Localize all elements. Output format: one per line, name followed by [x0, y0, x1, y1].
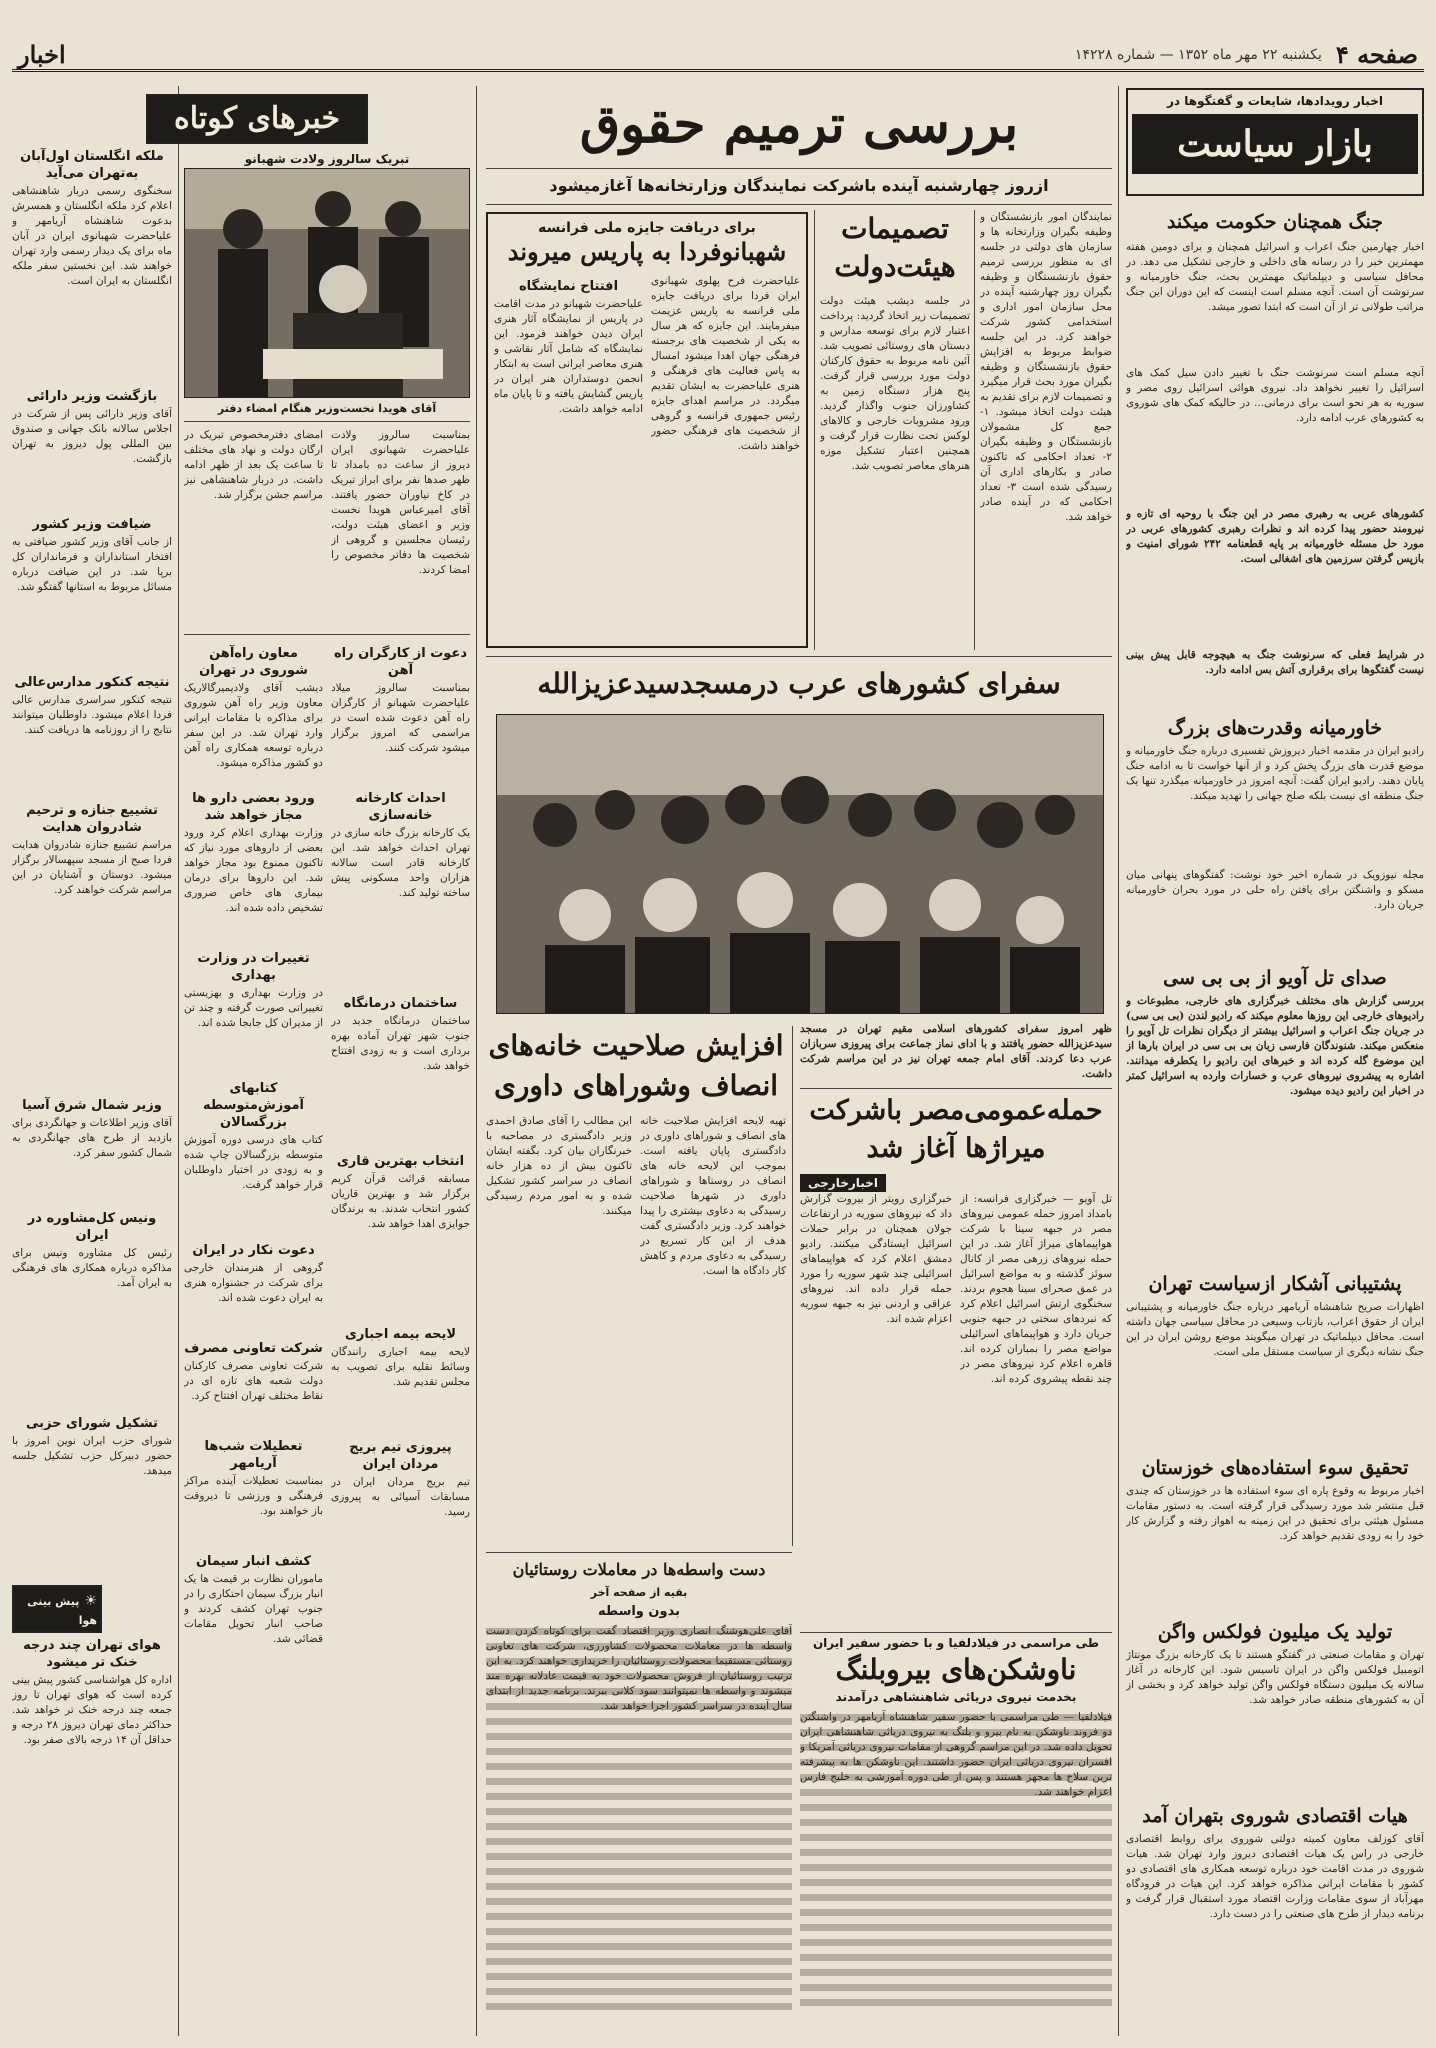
- rule: [486, 656, 1112, 657]
- story-columns: [800, 1192, 1112, 1582]
- brief-body: از جانب آقای وزیر کشور ضیافتی به افتخار استانداران و فرمانداران کل برپا شد. در این ضیافت درباره مسائل مربوط به استانها گفتگو شد.: [12, 536, 172, 593]
- short-news-banner: [146, 94, 368, 144]
- rule: [486, 168, 1112, 169]
- brief-body: مراسم تشییع جنازه شادروان هدایت فردا صبح از مسجد سپهسالار برگزار میشود. دوستان و آشنایان در این مراسم شرکت خواهند کرد.: [12, 839, 172, 896]
- brief-body: ماموران نظارت بر قیمت ها یک انبار بزرگ سیمان احتکاری را در جنوب تهران کشف کردند و صاحب انبار تحویل مقامات قضائی شد.: [184, 1573, 323, 1645]
- brief-title: هوای تهران چند درجه خنک تر میشود: [23, 1638, 161, 1670]
- column-rule: [178, 86, 179, 2036]
- story-body: علیاحضرت شهبانو در مدت اقامت در پاریس از نمایشگاه آثار هنری ایران دیدن خواهند فرمود. این نمایشگاه که شامل آثار نقاشی و هنری معاصر ایرانی است به ابتکار انجمن دوستداران هنر ایران در پاریس گشایش یافته و تا پایان ماه ادامه خواهد داشت.: [494, 298, 643, 415]
- story-title: ناوشکن‌های بیرو‌بلنگ: [835, 1653, 1077, 1686]
- brief-body: وزارت بهداری اعلام کرد ورود بعضی از داروهای مورد نیاز که تاکنون ممنوع بود مجاز خواهد شد. این داروها برای درمان بیماری های خاص ضروری تشخیص داده شده اند.: [184, 827, 323, 914]
- story-title: دست واسطه‌ها در معاملات روستائیان: [512, 1560, 766, 1579]
- brief-body: گروهی از هنرمندان خارجی برای شرکت در جشنواره هنری به ایران دعوت شده اند.: [184, 1262, 323, 1304]
- crowd-image: [496, 715, 1103, 1014]
- story-column: [494, 274, 643, 614]
- pension-story: [980, 210, 1112, 650]
- brief-title: ملکه انگلستان اول‌آبان به‌تهران می‌آید: [20, 149, 164, 181]
- rule: [184, 421, 470, 422]
- story-title: تحقیق سوء استفاده‌های خوزستان: [1141, 1457, 1409, 1479]
- story-body: اخبار مربوط به وقوع پاره ای سوء استفاده ها در خوزستان که چندی قبل منتشر شد مورد رسیدگی قرار گرفته است. به دستور مقامات مسئول هیئتی برای تحقیق در این زمینه به اهواز رفته و گزارش کار خود را به زودی تقدیم خواهد کرد.: [1126, 1485, 1424, 1542]
- story-body: بمناسبت سالروز ولادت علیاحضرت شهبانوی ایران دیروز از ساعت ده بامداد تا ظهر صدها نفر برای ابراز تبریک در کاخ نیاوران حضور یافتند. آقای امیرعباس هویدا نخست وزیر و اعضای هیئت دولت، رئیسان مجلسین و گروهی از شخصیت ها دفاتر مخصوص را امضا کردند.: [331, 429, 470, 576]
- story-title: تصمیمات هیئت‌دولت: [834, 212, 956, 283]
- brief-title: کشف انبار سیمان: [195, 1554, 312, 1569]
- brief-title: تعطیلات شب‌ها آریامهر: [204, 1439, 303, 1471]
- story-body: تهران و مقامات صنعتی در گفتگو هستند تا یک کارخانه بزرگ مونتاژ اتومبیل فولکس واگن در ایران تاسیس شود. این کارخانه در آغاز سالانه یک میلیون دستگاه فولکس واگن تولید خواهد کرد و بخشی از آن به کشورهای منطقه صادر خواهد شد.: [1126, 1649, 1424, 1706]
- story-body: خبرگزاری رویتر از بیروت گزارش داد که نیروهای سوریه در ارتفاعات جولان همچنان در برابر حملات اسرائیل ایستادگی میکنند. رادیو دمشق اعلام کرد که هواپیماهای اسرائیلی چند شهر سوریه را مورد حمله قرار داده اند. نیروهای عراقی و اردنی نیز به جبهه سوریه اعزام شده اند.: [800, 1193, 952, 1325]
- anniversary-story: [184, 428, 470, 628]
- story-kicker: بقیه از صفحه آخر: [590, 1586, 688, 1599]
- rule: [486, 1552, 792, 1553]
- column-rule: [476, 86, 477, 2036]
- brief-title: انتخاب بهترین قاری: [336, 1154, 465, 1169]
- brief-body: اداره کل هواشناسی کشور پیش بینی کرده است که هوای تهران تا روز جمعه چند درجه خنک تر خواهد شد. حداکثر دمای تهران دیروز ۲۸ درجه و حداقل آن ۱۴ درجه بالای صفر بود.: [12, 1674, 172, 1746]
- cabinet-story: [820, 210, 970, 650]
- story-body: بررسی گزارش های مختلف خبرگزاری های خارجی، مطبوعات و رادیوهای خارجی این روزها معلوم میکند که رادیو لندن (بی بی سی) در جریان جنگ اعراب و اسرائیل بیشتر از دیگران نظرات تل آویو را منعکس میکند. شنوندگان فارسی زبان بی بی سی در ایران بارها از این موضوع گله کرده اند و خبرهای این رادیو را یکطرفه میدانند. اشاره به پیشروی نیروهای عرب و خسارات وارده به اسرائیل کمتر در اخبار این رادیو دیده میشود.: [1126, 995, 1424, 1097]
- brief-title: ورود بعضی دارو ها مجاز خواهد شد: [192, 791, 315, 823]
- main-headline: بررسی ترمیم حقوق: [579, 94, 1019, 155]
- story-kicker: برای دریافت جایزه ملی فرانسه: [538, 220, 756, 236]
- brief-body: مسابقه قرائت قرآن کریم برگزار شد و بهترین قاریان کشور انتخاب شدند. به برندگان جوایزی اهدا خواهد شد.: [331, 1173, 470, 1230]
- brief-title: شرکت تعاونی مصرف: [184, 1341, 323, 1356]
- story-body: رادیو ایران در مقدمه اخبار دیروزش تفسیری درباره جنگ خاورمیانه و موضع قدرت های بزرگ پخش کرد و از آنها خواست تا به ادامه جنگ پایان دهند. رادیو ایران گفت: آنچه امروز در خاورمیانه میگذرد تنها یک جنگ منطقه ای نیست بلکه صلح جهانی را تهدید میکند.: [1126, 745, 1424, 802]
- story-title: پشتیبانی آشکار ازسیاست تهران: [1148, 1273, 1402, 1295]
- brief-grid: [184, 641, 470, 1677]
- brief-body: آقای وزیر دارائی پس از شرکت در اجلاس سالانه بانک جهانی و صندوق بین المللی پول دیروز به تهران بازگشت.: [12, 408, 172, 465]
- brief-body: تیم بریج مردان ایران در مسابقات آسیائی به پیروزی رسید.: [331, 1476, 470, 1518]
- ambassadors-caption-block: [800, 1022, 1112, 1084]
- story-body: فیلادلفیا — طی مراسمی با حضور سفیر شاهنشاه آریامهر در واشنگتن دو فروند ناوشکن به نام بیرو و بلنگ به نیروی دریائی شاهنشاهی ایران تحویل داده شد. در این مراسم گروهی از مقامات نیروی دریائی آمریکا و افسران نیروی دریائی ایران حضور داشتند. این ناوشکن ها به پیشرفته ترین سلاح ها مجهز هستند و پس از طی دوره آموزشی به خلیج فارس اعزام خواهند شد.: [800, 1710, 1112, 2010]
- column-a: [184, 88, 470, 2038]
- story-columns: [486, 1114, 786, 1514]
- brief-body: نتیجه کنکور سراسری مدارس عالی فردا اعلام میشود. داوطلبان میتوانند نتایج را از روزنامه ها دریافت کنند.: [12, 694, 172, 736]
- rule: [486, 204, 1112, 205]
- story-body: آنچه مسلم است سرنوشت جنگ با تغییر دادن سیل کمک های اسرائیل را تغییر نخواهد داد. نیروی هوائی اسرائیل روی مصر و سوریه به هر نحو است برای درمانی... در حالیکه کمک های شوروی به کشورهای عرب ادامه دارد.: [1126, 367, 1424, 424]
- page-number: صفحه ۴: [1335, 40, 1418, 69]
- egypt-story: [800, 1092, 1112, 1628]
- column-rule: [814, 210, 815, 650]
- brief-title: لایحه بیمه اجباری: [344, 1327, 457, 1342]
- masthead: [12, 40, 1424, 72]
- main-subhead: ازروز چهارشنبه آینده باشرکت نمایندگان وزارتخانه‌ها آغازمیشود: [549, 176, 1049, 195]
- rule: [800, 1088, 1112, 1089]
- story-body: امضای دفترمخصوص تبریک در ارگان دولت و نهاد های مختلف تا ساعت یک بعد از ظهر ادامه داشت. در دربار شاهنشاهی نیز مراسم جشن برگزار شد.: [184, 429, 323, 501]
- column-rule: [974, 210, 975, 650]
- brief-column: [184, 641, 323, 1677]
- story-body: اظهارات صریح شاهنشاه آریامهر درباره جنگ خاورمیانه و پشتیبانی ایران از حقوق اعراب، بازتاب وسیعی در محافل سیاسی جهان داشته است. محافل دیپلماتیک در تهران میگویند موضع روشن ایران در این جنگ نشانه دیگری از سیاست مستقل ملی است.: [1126, 1301, 1424, 1358]
- brief-title: وزیر شمال شرق آسیا: [22, 1098, 162, 1113]
- main-subhead-block: [486, 172, 1112, 202]
- ambassadors-photo: [496, 714, 1104, 1014]
- story-subtitle: بخدمت نیروی دریائی شاهنشاهی درآمدند: [835, 1690, 1077, 1704]
- weather-badge: [12, 1585, 102, 1633]
- story-subtitle: افتتاح نمایشگاه: [518, 279, 619, 294]
- brief-body: شورای حزب ایران نوین امروز با حضور دبیرکل حزب تشکیل جلسه میدهد.: [12, 1435, 172, 1477]
- hoveyda-photo: [184, 168, 470, 398]
- brief-body: لایحه بیمه اجباری رانندگان وسائط نقلیه برای تصویب به مجلس تقدیم شد.: [331, 1346, 470, 1388]
- date-issue: یکشنبه ۲۲ مهر ماه ۱۳۵۲ — شماره ۱۴۲۲۸: [1074, 46, 1322, 63]
- brief-body: سخنگوی رسمی دربار شاهنشاهی اعلام کرد ملکه انگلستان و همسرش بدعوت شاهنشاه آریامهر و علیاحضرت شهبانوی ایران در آبان ماه برای یک دیدار رسمی وارد تهران خواهند شد. این نخستین سفر ملکه انگلستان به ایران است.: [12, 185, 172, 287]
- brief-title: تشییع جنازه و ترحیم شادروان هدایت: [26, 803, 158, 835]
- rule: [184, 634, 470, 635]
- brief-title: ساختمان درمانگاه: [343, 996, 458, 1011]
- story-title: هیات اقتصادی شوروی بتهران آمد: [1142, 1805, 1408, 1827]
- photo-caption: ظهر امروز سفرای کشورهای اسلامی مقیم تهران در مسجد سیدعزیزالله حضور یافتند و با ادای نماز جماعت برای پیروزی سربازان عرب دعا کردند. آقای امام جمعه تهران نیز در این مراسم شرکت داشت.: [800, 1023, 1112, 1080]
- empress-story: [486, 212, 808, 648]
- main-headline-block: [486, 86, 1112, 166]
- column-rule: [792, 1026, 793, 1546]
- story-body: نمایندگان امور بازنشستگان و وظیفه بگیران وزارتخانه ها و سازمان های دولتی در جلسه ای به منظور بررسی ترمیم حقوق بازنشستگان و وظیفه بگیران روز چهارشنبه آینده در محل سازمان امور اداری و استخدامی کشور شرکت خواهند کرد. در این جلسه ضوابط مربوط به افزایش حقوق بازنشستگان و وظیفه بگیران مورد بحث قرار میگیرد و تصمیمات لازم برای تقدیم به هیئت دولت اتخاذ میشود. ۱- جمع کل مشمولان بازنشستگان و وظیفه بگیران ۲- تعداد احکامی که تاکنون صادر و بکارهای اداری آن رسیدگی شده است ۳- تعداد احکامی که در آینده صادر خواهد شد.: [980, 211, 1112, 523]
- brief-title: تغییرات در وزارت بهداری: [197, 951, 310, 983]
- ambassadors-headline-block: [486, 660, 1112, 710]
- story-title: حمله‌عمومی‌مصر باشرکت میراژها آغاز شد: [809, 1095, 1103, 1164]
- rule: [800, 1632, 1112, 1633]
- brief-title: پیروزی تیم بریج مردان ایران: [349, 1440, 452, 1472]
- story-body: کشورهای عربی به رهبری مصر در این جنگ با روحیه ای تازه و نیرومند حضور پیدا کرده اند و نظرات رهبری کشورهای عربی در مورد حل مسئله خاورمیانه بر پایه قطعنامه ۲۴۲ شورای امنیت و بازپس گرفتن سرزمین های اشغالی است.: [1126, 508, 1424, 565]
- brief-title: تشکیل شورای حزبی: [26, 1416, 158, 1431]
- brief-title: دعوت از کارگران راه آهن: [333, 646, 468, 678]
- story-title: شهبانوفردا به پاریس میروند: [507, 237, 787, 266]
- brief-body: کتاب های درسی دوره آموزش متوسطه بزرگسالان چاپ شده و به زودی در اختیار داوطلبان قرار خواهد گرفت.: [184, 1134, 323, 1191]
- brief-title: بازگشت وزیر دارائی: [26, 389, 158, 404]
- section-banner: [1126, 88, 1424, 196]
- brief-body: رئیس کل مشاوره ونیس برای مذاکره درباره همکاری های فرهنگی به ایران آمد.: [12, 1247, 172, 1289]
- paper-name: اخبار: [18, 40, 66, 69]
- brief-column: [331, 641, 470, 1677]
- photo-caption: آقای هویدا نخست‌وزیر هنگام امضاء دفتر: [217, 402, 437, 415]
- brief-title: معاون راه‌آهن شوروی در تهران: [199, 646, 308, 678]
- story-body: در جلسه دیشب هیئت دولت تصمیمات زیر اتخاذ گردید: پرداخت اعتبار لازم برای توسعه مدارس و دبستان های روستائی تصویب شد. آئین نامه مربوط به حقوق کارکنان دولت مورد بررسی قرار گرفت. پنج هزار دستگاه زمین به کشاورزان جنوب واگذار گردید. ورود مشروبات خارجی و کالاهای لوکس تحت نظارت قرار گرفت و همچنین اعتبار تشکیل موزه هنرهای معاصر تصویب شد.: [820, 295, 970, 472]
- photo-label: تبریک سالروز ولادت شهبانو: [244, 152, 410, 166]
- story-body: تهیه لایحه افزایش صلاحیت خانه های انصاف و شوراهای داوری در دادگستری پایان یافته است. بموجب این لایحه خانه های انصاف در روستاها و شوراهای داوری در شهرها صلاحیت رسیدگی به دعاوی بیشتری را پیدا خواهند کرد. وزیر دادگستری گفت هدف از این کار تسریع در رسیدگی به دعاوی مردم و کاهش کار دادگاه ها است.: [640, 1115, 786, 1277]
- village-story: [486, 1558, 792, 2036]
- story-body: اخبار چهارمین جنگ اعراب و اسرائیل همچنان و برای دومین هفته مهمترین خبر را در رسانه های داخلی و خارجی تشکیل می دهد. در محافل سیاسی و دیپلماتیک مهمترین بحث، جنگ خاورمیانه و سرنوشت آن است. آنچه مسلم است اینست که این دوران این جنگ مراتب طولانی تر از آن است که ابتدا تصور میشد.: [1126, 241, 1424, 313]
- story-title: سفرای کشورهای عرب درمسجدسیدعزیزالله: [537, 667, 1061, 700]
- brief-body: شرکت تعاونی مصرف کارکنان دولت شعبه های تازه ای در نقاط مختلف تهران افتتاح کرد.: [184, 1360, 323, 1402]
- story-body: آقای کوزلف معاون کمیته دولتی شوروی برای روابط اقتصادی خارجی در راس یک هیات اقتصادی دیروز وارد تهران شد. هیات شوروی در مدت اقامت خود درباره توسعه همکاری های اقتصادی دو کشور با مقامات ایرانی مذاکره خواهد کرد. این هیات در فرودگاه مهرآباد از سوی مقامات وزارت اقتصاد مورد استقبال قرار گرفت و برنامه دیدار از طرح های صنعتی را در دست دارد.: [1126, 1833, 1424, 1920]
- sun-icon: ☀: [84, 1593, 97, 1609]
- brief-body: بمناسبت تعطیلات آینده مراکز فرهنگی و ورزشی تا دیروقت باز خواهند بود.: [184, 1475, 323, 1517]
- short-news-column: [12, 148, 172, 2038]
- brief-body: آقای وزیر اطلاعات و جهانگردی برای بازدید از طرح های جهانگردی به شمال کشور سفر کرد.: [12, 1117, 172, 1159]
- brief-title: دعوت نکار در ایران: [192, 1243, 315, 1258]
- photo-label-block: [184, 148, 470, 172]
- courts-story: [486, 1026, 786, 1546]
- brief-body: ساختمان درمانگاه جدید در جنوب شهر تهران آماده بهره برداری است و به زودی افتتاح خواهد شد.: [331, 1015, 470, 1072]
- brief-title: نتیجه کنکور مدارس‌عالی: [14, 675, 170, 690]
- short-news-title: خبرهای کوتاه: [173, 101, 341, 136]
- brief-body: بمناسبت سالروز میلاد علیاحضرت شهبانو از کارگران راه آهن دعوت شده است در مراسمی که امروز برگزار میشود شرکت کنند.: [331, 682, 470, 754]
- column-rule: [1118, 86, 1119, 2036]
- story-subtitle: بدون واسطه: [598, 1604, 680, 1619]
- story-title: افزایش صلاحیت خانه‌های انصاف وشوراهای داوری: [488, 1029, 784, 1102]
- weather-badge-label: پیش بینی هوا: [27, 1595, 97, 1627]
- brief-title: احداث کارخانه خانه‌سازی: [355, 791, 446, 823]
- brief-title: کتابهای آموزش‌متوسطه بزرگسالان: [203, 1081, 304, 1130]
- story-title: خاورمیانه وقدرت‌های بزرگ: [1167, 717, 1383, 739]
- signing-image: [184, 169, 469, 398]
- story-body: این مطالب را آقای صادق احمدی وزیر دادگستری در مصاحبه با خبرنگاران بیان کرد. بگفته ایشان تاکنون بیش از ده هزار خانه انصاف در سراسر کشور تشکیل شده و به امور مردم رسیدگی میکنند.: [486, 1115, 632, 1217]
- story-body: علیاحضرت فرح پهلوی شهبانوی ایران فردا برای دریافت جایزه ملی فرانسه به پاریس عزیمت میفرمایند. این جایزه که هر سال به یکی از شخصیت های برجسته فرهنگی جهان اهدا میشود امسال به پاس فعالیت های فرهنگی و هنری علیاحضرت به ایشان تقدیم میگردد. در مراسم اهدای جایزه رئیس جمهوری فرانسه و گروهی از شخصیت های فرهنگی حضور خواهند داشت.: [651, 275, 800, 452]
- story-body: در شرایط فعلی که سرنوشت جنگ به هیچوجه قابل پیش بینی نیست گفتگوها برای برقراری آتش بس ادامه دارد.: [1126, 649, 1424, 676]
- story-title: صدای تل آویو از بی بی سی: [1163, 967, 1387, 989]
- right-column: [1126, 88, 1424, 2038]
- story-title: جنگ همچنان حکومت میکند: [1166, 211, 1384, 233]
- brief-body: یک کارخانه بزرگ خانه سازی در تهران احداث خواهد شد. این کارخانه قادر است سالانه هزاران واحد مسکونی پیش ساخته تولید کند.: [331, 827, 470, 899]
- story-kicker: طی مراسمی در فیلادلفیا و با حضور سفیر ایران: [812, 1636, 1100, 1650]
- navy-story: [800, 1636, 1112, 2036]
- story-body: تل آویو — خبرگزاری فرانسه: از بامداد امروز حمله عمومی نیروهای مصر در جبهه سینا با شرکت هواپیماهای میراژ آغاز شد. در این حمله نیروهای زرهی مصر از کانال سوئز گذشته و به مواضع اسرائیل در عمق صحرای سینا هجوم بردند. سخنگوی ارتش اسرائیل اعلام کرد که نبردهای سختی در جبهه جنوبی جریان دارد و هواپیماهای اسرائیلی مواضع مصر را بمباران کرده اند. قاهره اعلام کرد نیروهای مصر در چند نقطه پیشروی کرده اند.: [960, 1193, 1112, 1385]
- brief-title: ضیافت وزیر کشور: [32, 517, 152, 532]
- section-kicker: اخبار رویدادها، شایعات و گفتگوها در: [1167, 94, 1383, 108]
- story-body: آقای علی‌هوشنگ انصاری وزیر اقتصاد گفت برای کوتاه کردن دست واسطه ها در معاملات محصولات کشاورزی، شرکت های تعاونی روستائی مستقیما محصولات روستائیان را خریداری خواهند کرد. به این ترتیب روستائیان از فروش محصولات خود به قیمت عادلانه بهره مند میشوند و واسطه ها نمیتوانند سود کلانی ببرند. برنامه جدید از ابتدای سال آینده در سراسر کشور اجرا خواهد شد.: [486, 1624, 792, 2014]
- brief-body: دیشب آقای ولادیمیرگالاریک معاون وزیر راه آهن شوروی برای مذاکره با مقامات ایرانی وارد تهران شد. در این سفر درباره توسعه همکاری راه آهن دو کشور مذاکره میشود.: [184, 682, 323, 769]
- section-label: اخبارخارجی: [800, 1174, 886, 1192]
- section-title: بازار سیاست: [1132, 114, 1418, 174]
- brief-title: ونیس کل‌مشاوره در ایران: [27, 1211, 157, 1243]
- brief-body: در وزارت بهداری و بهزیستی تغییراتی صورت گرفته و چند تن از مدیران کل جابجا شده اند.: [184, 987, 323, 1029]
- story-body: مجله نیوزویک در شماره اخیر خود نوشت: گفتگوهای پنهانی میان مسکو و واشنگتن برای یافتن راه حلی در مورد بحران خاورمیانه جریان دارد.: [1126, 869, 1424, 911]
- story-columns: [494, 274, 800, 614]
- story-title: تولید یک میلیون فولکس واگن: [1157, 1621, 1393, 1643]
